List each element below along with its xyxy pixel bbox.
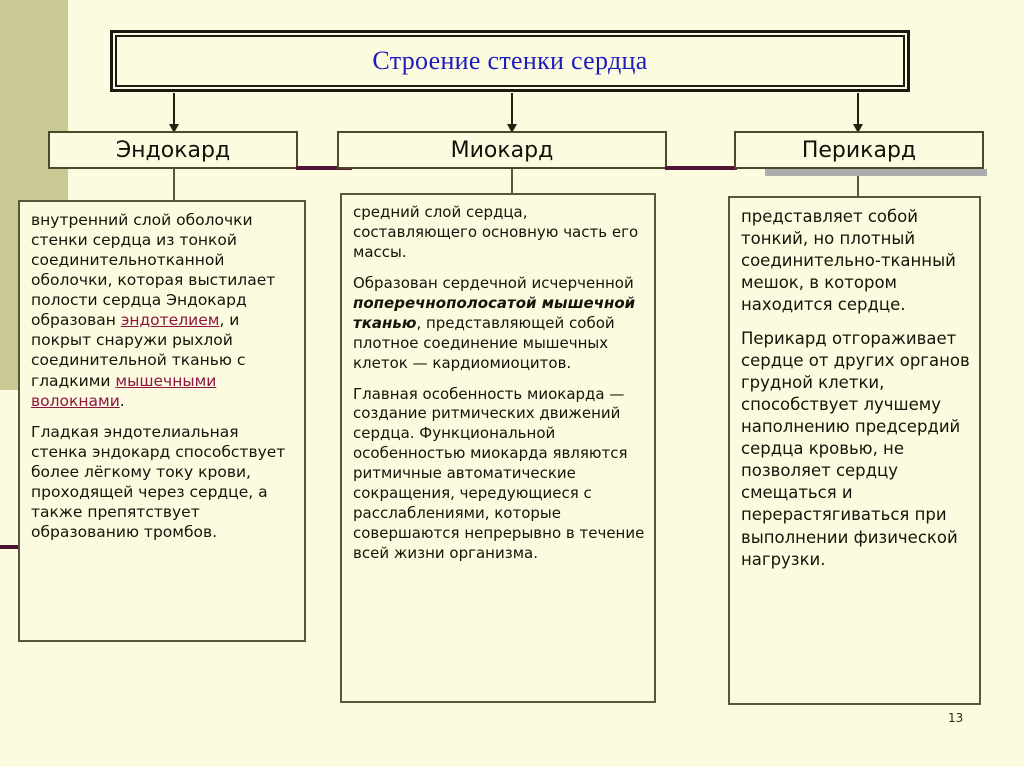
header-box-endocard[interactable] <box>48 131 298 169</box>
arrow-stem-endocard <box>173 93 175 126</box>
text-box-miocard <box>340 193 656 703</box>
arrow-stem-perikard <box>857 93 859 126</box>
emphasized-term: поперечнополосатой мышечной тканью <box>353 293 636 332</box>
header-label-perikard: Перикард <box>801 137 917 163</box>
paragraph <box>353 385 645 564</box>
arrow-stem-miocard <box>511 93 513 126</box>
header-box-miocard[interactable] <box>337 131 667 169</box>
slide-title-box <box>110 30 910 92</box>
paragraph <box>353 274 645 374</box>
text-box-endocard <box>18 200 306 642</box>
highlighted-term: мышечными волокнами <box>31 371 217 410</box>
paragraph <box>31 422 295 542</box>
text-run: Перикард отгораживает сердце от других органов грудной клетки, способствует лучшему наполнению предсердий сердца кровью, не позволяет сердцу смещаться и перерастягиваться при выполнении физической нагрузки. <box>741 328 970 569</box>
text-run: , и покрыт снаружи рыхлой соединительной тканью с гладкими <box>31 311 246 390</box>
text-run: средний слой сердца, составляющего основную часть его массы. <box>353 203 639 261</box>
header-box-perikard[interactable] <box>734 131 984 169</box>
connector-endocard <box>173 169 175 201</box>
header-shadow-perikard <box>765 169 987 176</box>
text-run: представляет собой тонкий, но плотный соединительно-тканный мешок, в котором находится сердце. <box>741 207 956 315</box>
text-run: Гладкая эндотелиальная стенка эндокард способствует более лёгкому току крови, проходящей через сердце, а также препятствует образованию тромбов. <box>31 422 286 541</box>
connector-miocard <box>511 169 513 194</box>
paragraph <box>31 210 295 411</box>
text-run: . <box>119 391 125 410</box>
header-shadow-miocard <box>665 166 737 170</box>
paragraph <box>741 328 970 571</box>
text-run: Образован сердечной исчерченной <box>353 273 634 292</box>
text-run: Главная особенность миокарда — создание ритмических движений сердца. Функциональной особенностью миокарда являются ритмичные автоматические сокращения, чередующиеся с расслаблениями, которые совершаются непрерывно в течение всей жизни организма. <box>353 384 645 562</box>
slide-title: Строение стенки сердца <box>372 46 648 75</box>
paragraph <box>741 206 970 317</box>
text-run: , представляющей собой плотное соединение мышечных клеток — кардиомиоцитов. <box>353 313 615 372</box>
text-box-perikard <box>728 196 981 705</box>
paragraph <box>353 203 645 263</box>
connector-perikard <box>857 176 859 197</box>
page-number: 13 <box>948 711 964 725</box>
text-run: внутренний слой оболочки стенки сердца из тонкой соединительнотканной оболочки, которая выстилает полости сердца Эндокард образован <box>31 211 276 330</box>
highlighted-term: эндотелием <box>120 311 220 330</box>
header-label-endocard: Эндокард <box>115 137 231 163</box>
header-label-miocard: Миокард <box>450 137 554 163</box>
